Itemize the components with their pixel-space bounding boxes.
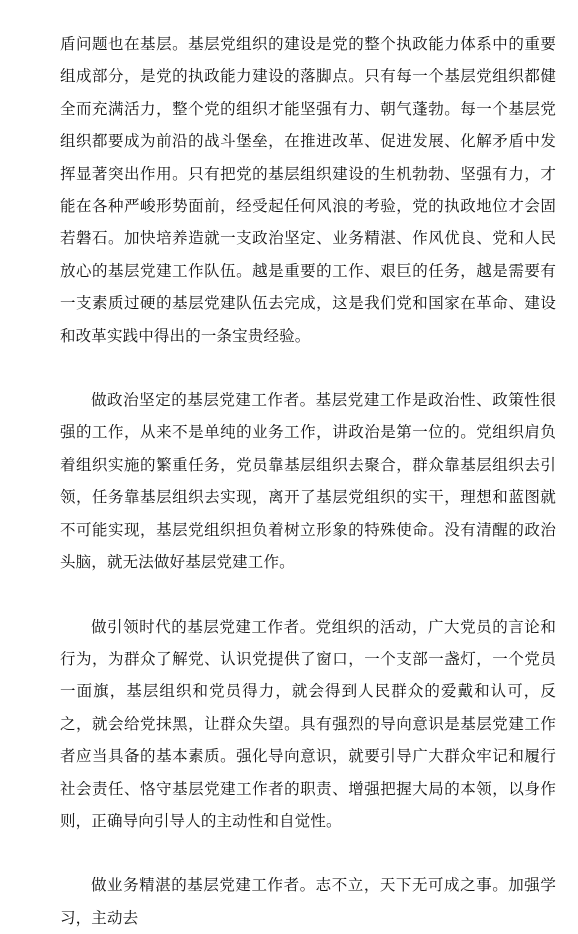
paragraph-political-firmness: 做政治坚定的基层党建工作者。基层党建工作是政治性、政策性很强的工作，从来不是单纯的业务工作，讲政治是第一位的。党组织肩负着组织实施的繁重任务，党员靠基层组织去聚合，群众靠基层组织去引领，任务靠基层组织去实现，离开了基层党组织的实干，理想和蓝图就不可能实现，基层党组织担负着树立形象的特殊使命。没有清醒的政治头脑，就无法做好基层党建工作。 [60,391,556,572]
paragraph-gap [60,352,556,384]
paragraph-professional-excellence: 做业务精湛的基层党建工作者。志不立，天下无可成之事。加强学习，主动去 [60,876,556,927]
paragraph-gap [60,579,556,611]
paragraph-gap [60,837,556,869]
document-page [60,28,556,934]
paragraph-continuation: 盾问题也在基层。基层党组织的建设是党的整个执政能力体系中的重要组成部分，是党的执政能力建设的落脚点。只有每一个基层党组织都健全而充满活力，整个党的组织才能坚强有力、朝气蓬勃。每一个基层党组织都要成为前沿的战斗堡垒，在推进改革、促进发展、化解矛盾中发挥显著突出作用。只有把党的基层组织建设的生机勃勃、坚强有力，才能在各种严峻形势面前，经受起任何风浪的考验，党的执政地位才会固若磐石。加快培养造就一支政治坚定、业务精湛、作风优良、党和人民放心的基层党建工作队伍。越是重要的工作、艰巨的任务，越是需要有一支素质过硬的基层党建队伍去完成，这是我们党和国家在革命、建设和改革实践中得出的一条宝贵经验。 [60,35,556,345]
paragraph-leading-the-era: 做引领时代的基层党建工作者。党组织的活动，广大党员的言论和行为，为群众了解党、认识党提供了窗口，一个支部一盏灯，一个党员一面旗，基层组织和党员得力，就会得到人民群众的爱戴和认可，反之，就会给党抹黑，让群众失望。具有强烈的导向意识是基层党建工作者应当具备的基本素质。强化导向意识，就要引导广大群众牢记和履行社会责任、恪守基层党建工作者的职责、增强把握大局的本领，以身作则，正确导向引导人的主动性和自觉性。 [60,617,556,830]
